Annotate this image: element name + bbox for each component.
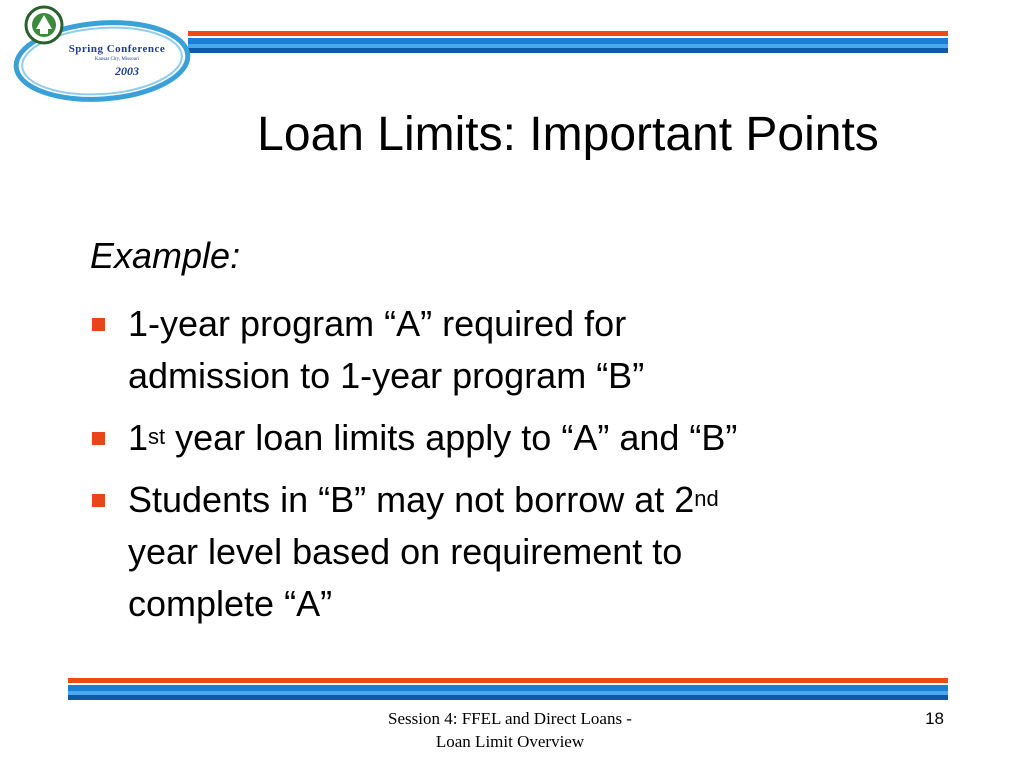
spring-conference-logo <box>4 3 194 105</box>
slide-title-text: Loan Limits: Important Points <box>257 108 879 161</box>
bullet-text: Students in “B” may not borrow at 2 <box>128 479 695 520</box>
page-number: 18 <box>925 709 944 728</box>
bullet-text-line: complete “A” <box>128 583 333 624</box>
bullet-text: 1 <box>128 417 149 458</box>
bullet-item <box>90 474 930 630</box>
bullet-text-line: admission to 1-year program “B” <box>128 355 645 396</box>
example-label: Example: <box>90 235 241 276</box>
footer-line: Session 4: FFEL and Direct Loans - <box>388 709 632 728</box>
bottom-divider-stripe <box>68 678 948 700</box>
square-bullet-icon <box>92 494 105 507</box>
square-bullet-icon <box>92 432 105 445</box>
bullet-text-line: 1-year program “A” required for <box>128 303 627 344</box>
bullet-text: year loan limits apply to “A” and “B” <box>165 417 738 458</box>
logo-year: 2003 <box>115 64 139 78</box>
ordinal-superscript: nd <box>694 486 719 511</box>
footer-line: Loan Limit Overview <box>435 732 585 751</box>
bullet-text-line: year level based on requirement to <box>128 531 683 572</box>
square-bullet-icon <box>92 318 105 331</box>
footer-caption <box>340 707 680 753</box>
ordinal-superscript: st <box>148 424 166 449</box>
bullet-list <box>90 298 930 640</box>
logo-location: Kansas City, Missouri <box>94 57 140 62</box>
bullet-item <box>90 298 930 402</box>
bullet-item <box>90 412 930 464</box>
logo-title: Spring Conference <box>68 43 166 55</box>
logo-text-block <box>52 43 182 79</box>
slide-title <box>0 106 1024 164</box>
top-divider-stripe <box>188 31 948 53</box>
